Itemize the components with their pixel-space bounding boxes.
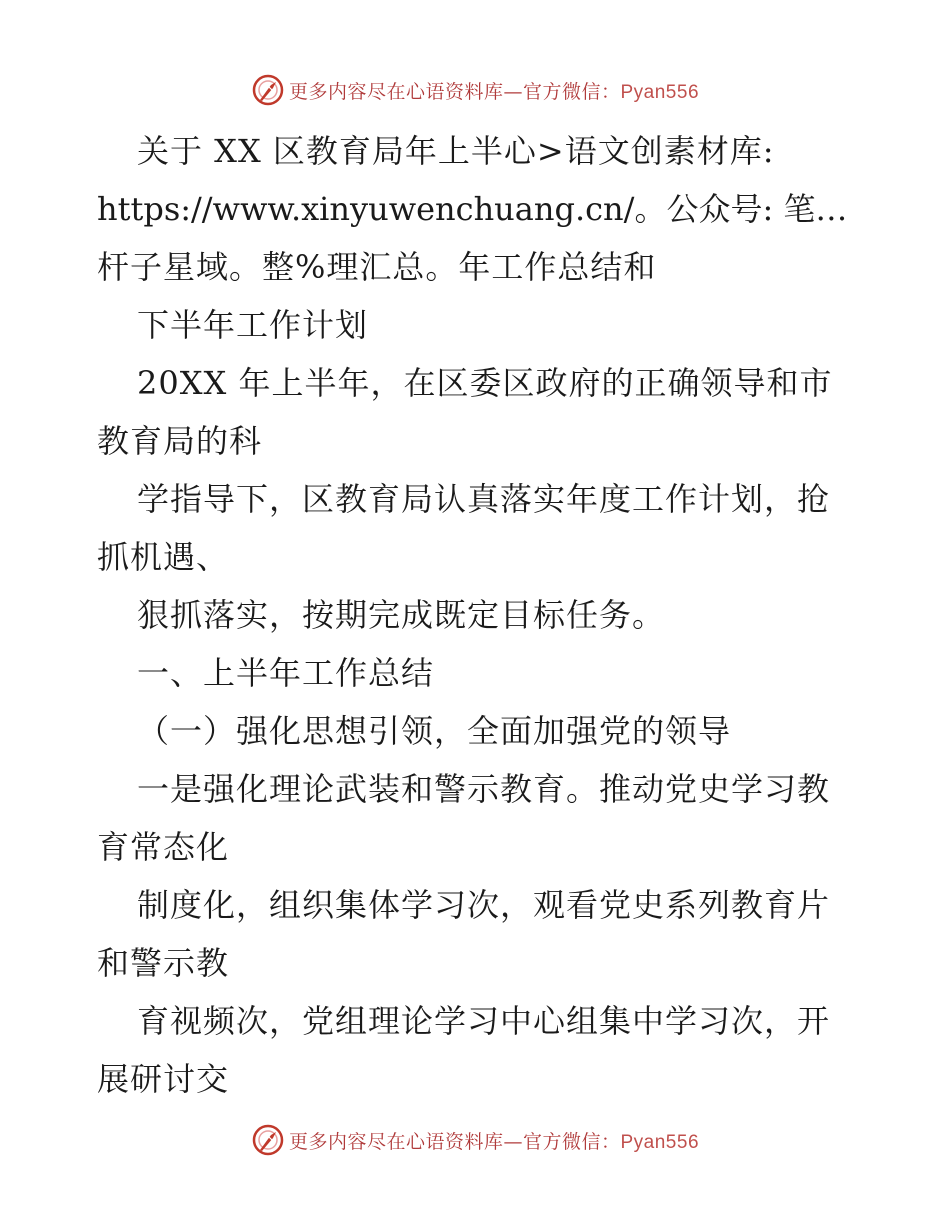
banner-text: 更多内容尽在心语资料库—官方微信：Pyan556 — [288, 1130, 700, 1153]
text-line: 学指导下，区教育局认真落实年度工作计划，抢 — [137, 480, 831, 518]
header-banner — [0, 70, 950, 110]
text-line: 育视频次，党组理论学习中心组集中学习次，开 — [137, 1002, 831, 1040]
text-line: 狠抓落实，按期完成既定目标任务。 — [137, 596, 666, 634]
pen-nib-logo-icon — [251, 1123, 285, 1157]
text-line: 关于 XX 区教育局年上半心>语文创素材库: — [137, 132, 775, 170]
text-line: 制度化，组织集体学习次，观看党史系列教育片 — [137, 886, 831, 924]
document-body — [97, 122, 857, 1108]
text-line: 20XX 年上半年，在区委区政府的正确领导和市 — [137, 364, 833, 402]
wechat-id: Pyan556 — [620, 81, 700, 103]
text-line: 下半年工作计划 — [137, 306, 369, 344]
text-line: 展研讨交 — [97, 1060, 230, 1098]
text-line: https://www.xinyuwenchuang.cn/。公众号: 笔… — [97, 190, 848, 228]
text-line: 教育局的科 — [97, 422, 263, 460]
banner-text: 更多内容尽在心语资料库—官方微信：Pyan556 — [288, 80, 700, 103]
text-line: 抓机遇、 — [97, 538, 230, 576]
wechat-id: Pyan556 — [620, 1131, 700, 1153]
text-line: 杆子星域。整%理汇总。年工作总结和 — [97, 248, 657, 286]
pen-nib-logo-icon — [251, 73, 285, 107]
subsection-heading: （一）强化思想引领，全面加强党的领导 — [137, 712, 732, 750]
text-line: 和警示教 — [97, 944, 230, 982]
text-line: 一是强化理论武装和警示教育。推动党史学习教 — [137, 770, 831, 808]
section-heading: 一、上半年工作总结 — [137, 654, 435, 692]
footer-banner — [0, 1120, 950, 1160]
text-line: 育常态化 — [97, 828, 230, 866]
